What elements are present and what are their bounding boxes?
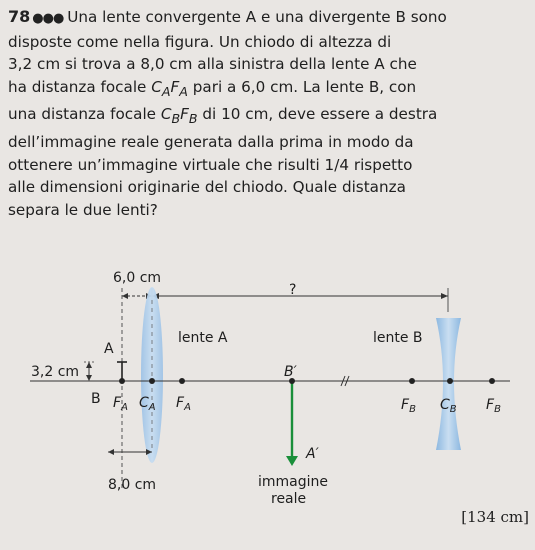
image-label-line-2: reale <box>271 491 307 507</box>
answer-label: [134 cm] <box>461 508 529 526</box>
focus-fb-left <box>409 378 415 384</box>
focus-fb-right <box>489 378 495 384</box>
lens-b-label: lente B <box>373 330 423 346</box>
point-b-label: B <box>91 391 101 407</box>
image-label-line-1: immagine <box>258 474 329 490</box>
problem-number: 78 <box>8 7 31 26</box>
center-cb <box>447 378 453 384</box>
label-fa-right: $F_A$ <box>176 395 191 413</box>
label-fb-right: $F_B$ <box>486 397 501 415</box>
focal-cb: $C_BF_B$ <box>160 105 198 127</box>
height-arrow-down <box>86 375 92 381</box>
difficulty-dots: ●●● <box>32 11 64 26</box>
point-b-prime-label: B′ <box>284 364 297 380</box>
problem-line-3: 3,2 cm si trova a 8,0 cm alla sinistra della lente A che <box>8 55 417 74</box>
dim-8cm-label: 8,0 cm <box>108 477 157 493</box>
lens-a-label: lente A <box>178 330 228 346</box>
problem-line-6: dell’immagine reale generata dalla prima in modo da <box>8 133 414 152</box>
dim-6cm-arrow-left <box>122 293 128 299</box>
line-4-start: ha distanza focale <box>8 77 152 96</box>
problem-line-9: separa le due lenti? <box>8 200 158 219</box>
dim-unknown-arrow-right <box>441 293 448 299</box>
focus-fa-right <box>179 378 185 384</box>
focus-fa-left <box>119 378 125 384</box>
line-5-end: di 10 cm, deve essere a destra <box>197 105 438 124</box>
problem-line-7: ottenere un’immagine virtuale che risulti 1/4 rispetto <box>8 155 413 174</box>
dim-6cm-label: 6,0 cm <box>113 270 162 286</box>
focal-ca: $C_AF_A$ <box>151 77 188 99</box>
problem-line-8: alle dimensioni originarie del chiodo. Quale distanza <box>8 178 406 197</box>
real-image-arrowhead <box>286 456 298 466</box>
label-fb-left: $F_B$ <box>401 397 416 415</box>
height-arrow-up <box>86 362 92 368</box>
line-4-end: pari a 6,0 cm. La lente B, con <box>187 77 417 96</box>
label-fa-left: $F_A$ <box>113 395 128 413</box>
height-label: 3,2 cm <box>31 364 80 380</box>
label-cb: $C_B$ <box>440 397 457 415</box>
line-5-start: una distanza focale <box>8 105 161 124</box>
problem-line-2: disposte come nella figura. Un chiodo di altezza di <box>8 32 392 51</box>
point-a-label: A <box>104 341 114 357</box>
lens-b <box>436 318 461 450</box>
point-a-prime-label: A′ <box>306 446 319 462</box>
dim-8cm-arrow-left <box>108 449 114 455</box>
center-ca <box>149 378 155 384</box>
dim-unknown-label: ? <box>289 282 297 298</box>
label-ca: $C_A$ <box>139 395 156 413</box>
problem-line-text: Una lente convergente A e una divergente B sono <box>67 8 447 26</box>
